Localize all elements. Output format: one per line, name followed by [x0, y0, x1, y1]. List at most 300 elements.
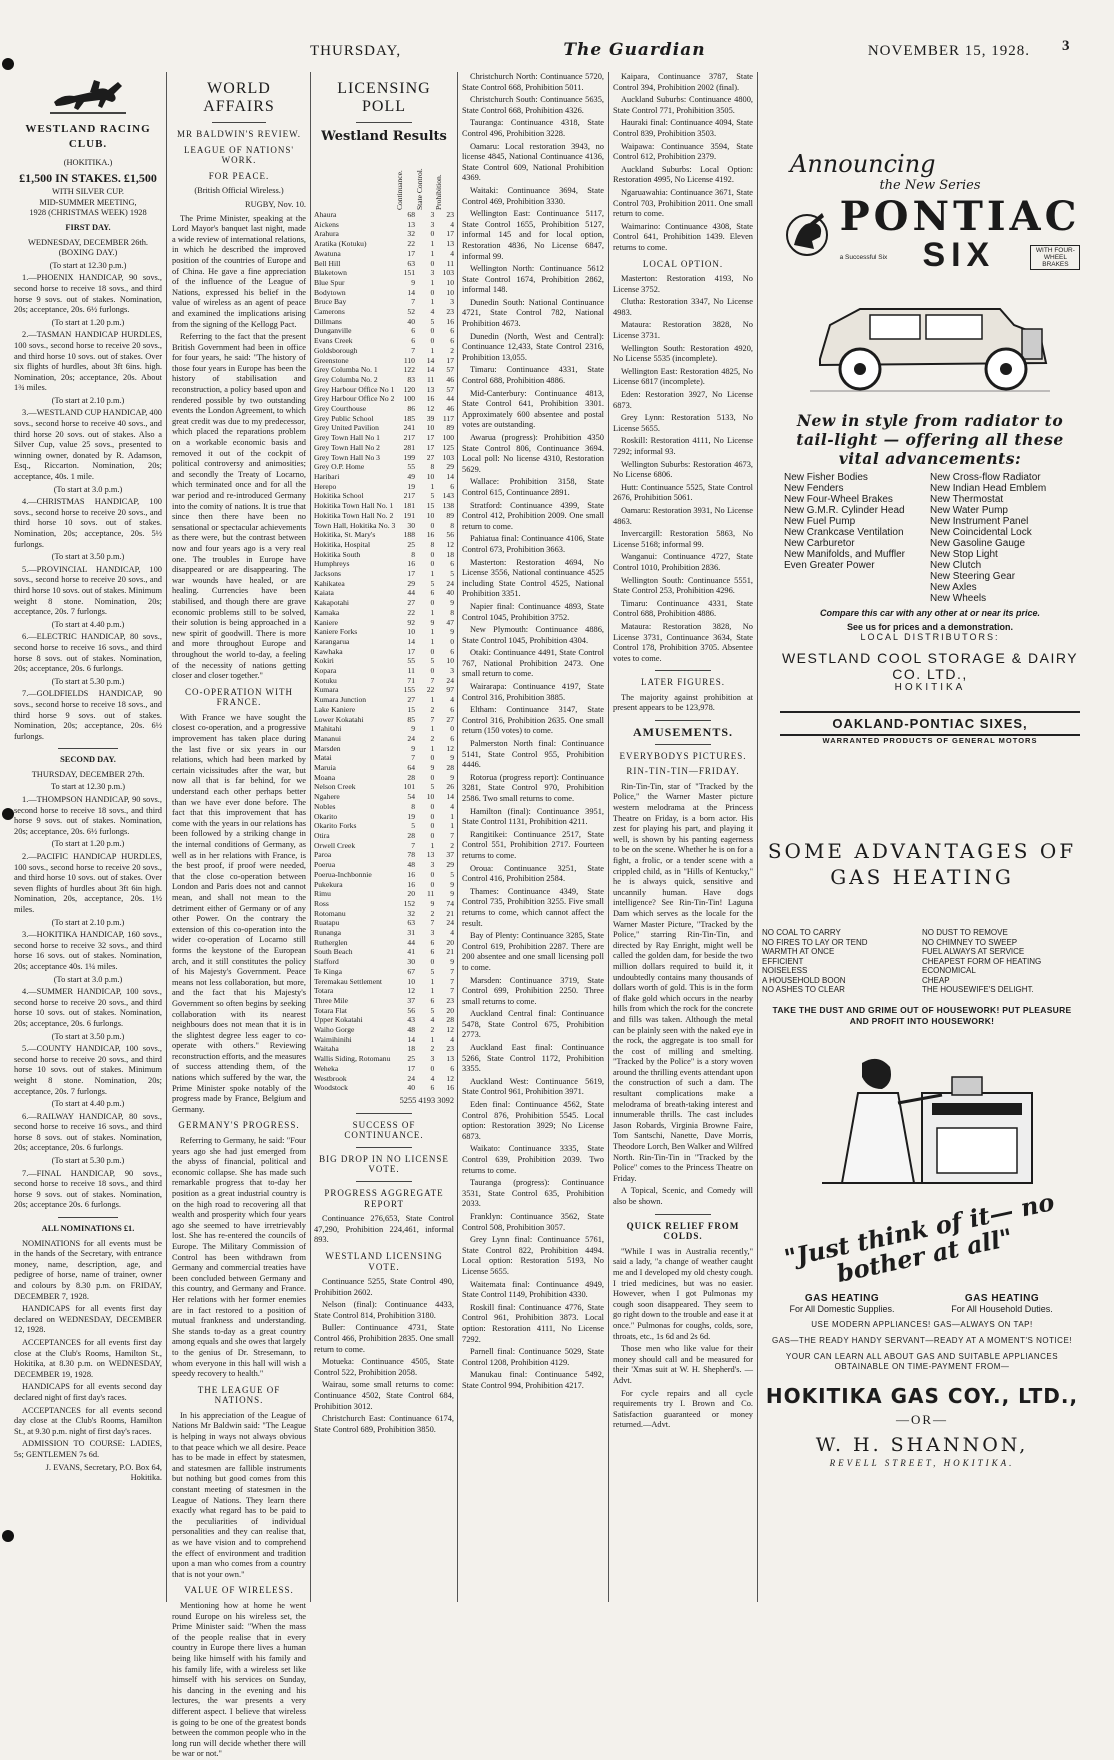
electorate-result: Wellington East: Continuance 5117, State Control 1655, Prohibition 5127, informal 145 and for local option, Restoration 4836, No License 6847, informal 99. [462, 209, 604, 261]
prohibition-votes: 5 [450, 869, 454, 879]
table-row [314, 375, 454, 385]
table-row [314, 986, 454, 996]
gas-advantage: THE HOUSEWIFE'S DELIGHT. [922, 985, 1034, 994]
prohibition-votes: 6 [450, 646, 454, 656]
pontiac-logo-text: PONTIAC [839, 193, 1081, 240]
pontiac-feature: New Fuel Pump [784, 516, 856, 527]
table-row [314, 423, 454, 433]
prohibition-votes: 14 [446, 792, 454, 802]
prohibition-votes: 11 [446, 258, 454, 268]
state-control-votes: 4 [430, 1015, 435, 1025]
polling-booth-name: Totara Flat [314, 1005, 347, 1015]
state-control-votes: 7 [430, 918, 435, 928]
divider [356, 1181, 412, 1182]
polling-booth-name: Maruia [314, 763, 336, 773]
gas-advantage: EFFICIENT [762, 956, 804, 966]
state-control-votes: 1 [430, 986, 435, 996]
prohibition-votes: 12 [446, 1073, 454, 1083]
club-name: WESTLAND RACING CLUB. [25, 123, 151, 150]
table-row [314, 715, 454, 725]
day2-race: 5.—COUNTY HANDICAP, 100 sovs., second horse to receive 20 sovs., and third horse 10 sovs. out of stakes. Minimum weight 8 stone. Nomination, 20s; acceptance, 20s. 7 furlongs. [14, 1044, 162, 1096]
pontiac-feature: New Gasoline Gauge [930, 538, 1026, 549]
continuance-votes: 5 [411, 821, 415, 831]
successful-six-note: a Successful Six [839, 254, 888, 261]
prohibition-votes: 3 [450, 297, 454, 307]
polling-booth-name: Grey Columba No. 2 [314, 374, 378, 384]
prohibition-votes: 4 [450, 928, 454, 938]
state-control-votes: 3 [430, 268, 435, 278]
electorate-result: Parnell final: Continuance 5029, State Control 1208, Prohibition 4129. [462, 1347, 604, 1367]
state-control-votes: 1 [430, 607, 435, 617]
stakes-banner: £1,500 IN STAKES. £1,500 [19, 170, 157, 185]
column-rule [608, 72, 609, 1602]
divider [655, 744, 711, 745]
state-control-votes: 0 [430, 646, 435, 656]
polling-booth-name: Mahitahi [314, 724, 342, 734]
continuance-votes: 92 [407, 617, 415, 627]
continuance-votes: 68 [407, 210, 415, 219]
state-control-votes: 6 [430, 937, 435, 947]
later-figures-heading: LATER FIGURES. [640, 677, 725, 688]
world-affairs-column [172, 72, 306, 1759]
continuance-votes: 48 [407, 860, 415, 870]
prohibition-votes: 6 [450, 481, 454, 491]
divider [356, 122, 412, 123]
wire-source: (British Official Wireless.) [194, 186, 284, 196]
day2-races-list [14, 795, 162, 1211]
pontiac-feature: New Crankcase Ventilation [784, 527, 904, 538]
gas-learn-line: YOUR CAN LEARN ALL ABOUT GAS AND SUITABLE APPLIANCES OBTAINABLE ON TIME-PAYMENT FROM— [785, 1351, 1059, 1371]
state-control-votes: 0 [430, 753, 435, 763]
prohibition-votes: 18 [446, 549, 454, 559]
electorate-result: Mid-Canterbury: Continuance 4813, State Control 641, Prohibition 3301. Approximately 600 absentee and postal votes are outstanding. [462, 388, 604, 430]
state-control-votes: 17 [426, 433, 435, 443]
prohibition-votes: 17 [446, 229, 454, 239]
prohibition-votes: 0 [450, 636, 454, 646]
gas-advantage: ECONOMICAL [922, 966, 976, 975]
polling-booth-name: Aratika (Kotuku) [314, 239, 367, 249]
electorate-result: Auckland East final: Continuance 5266, State Control 1172, Prohibition 3355. [462, 1043, 604, 1074]
table-row [314, 511, 454, 521]
gas-or: —OR— [895, 1411, 949, 1427]
state-control-votes: 6 [430, 995, 435, 1005]
poll-title: LICENSING POLL [337, 80, 431, 115]
westland-heading: WESTLAND LICENSING VOTE. [325, 1250, 443, 1272]
prohibition-votes: 97 [446, 685, 454, 695]
pontiac-feature: New Steering Gear [930, 571, 1016, 582]
continuance-votes: 15 [407, 704, 415, 714]
punch-hole-mark [2, 58, 14, 70]
continuance-votes: 67 [407, 966, 415, 976]
table-row [314, 647, 454, 657]
continuance-votes: 6 [411, 326, 415, 336]
continuance-votes: 7 [411, 753, 415, 763]
continuance-votes: 7 [411, 297, 415, 307]
shepherd-advert: Those men who like value for their money should call and be measured for their 'Xmas suit at W. H. Shepherd's. —Advt. [613, 1344, 753, 1385]
prohibition-votes: 23 [446, 307, 454, 317]
electorate-result: Otaki: Continuance 4491, State Control 767, National Prohibition 2473. One small return to come. [462, 648, 604, 679]
day1-start-time: (To start at 3.50 p.m.) [51, 552, 125, 562]
prohibition-votes: 57 [446, 384, 454, 394]
local-option-result: Mataura: Restoration 3828, No License 3731. [613, 320, 753, 341]
polling-booth-name: Haribari [314, 471, 340, 481]
continuance-votes: 20 [407, 889, 415, 899]
gas-advantage: NO FIRES TO LAY OR TEND [762, 937, 868, 947]
success-heading: SUCCESS OF CONTINUANCE. [344, 1119, 424, 1141]
gas-heating-advertisement [762, 838, 1082, 1608]
table-row [314, 1074, 454, 1084]
continuance-votes: 31 [407, 928, 415, 938]
prohibition-votes: 100 [442, 433, 454, 443]
header-continuance: Continuance. [395, 170, 405, 210]
local-option-result: Clutha: Restoration 3347, No License 4983. [613, 297, 753, 317]
racing-notice: ACCEPTANCES for all events first day close at the Club's Rooms, Hamilton St., Hokitika, at 8.30 p.m. on WEDNESDAY, DECEMBER 19, 1928. [14, 1337, 162, 1379]
electorate-result: Manukau final: Continuance 5492, State Control 994, Prohibition 4217. [462, 1370, 604, 1390]
table-row [314, 598, 454, 608]
divider [58, 748, 117, 749]
table-row [314, 860, 454, 870]
prohibition-votes: 21 [446, 947, 454, 957]
state-control-votes: 0 [430, 821, 435, 831]
table-row [314, 1015, 454, 1025]
prohibition-votes: 7 [450, 986, 454, 996]
table-row [314, 957, 454, 967]
day2-race: 2.—PACIFIC HANDICAP HURDLES, 100 sovs., second horse to receive 20 sovs., and third horse 10 sovs. out of stakes. Over seven flights of hurdles about 3ft 6in high. Nomination, 20s, acceptance, 20s. 1½ miles. [14, 852, 162, 914]
gas-servant-line: GAS—THE READY HANDY SERVANT—READY AT A MOMENT'S NOTICE! [771, 1335, 1073, 1345]
prohibition-votes: 29 [446, 860, 454, 870]
state-control-votes: 0 [430, 811, 435, 821]
continuance-votes: 14 [407, 636, 415, 646]
prohibition-votes: 12 [446, 1025, 454, 1035]
continuance-votes: 52 [407, 307, 415, 317]
prohibition-votes: 6 [450, 1063, 454, 1073]
table-row [314, 763, 454, 773]
polling-booth-name: Blaketown [314, 268, 347, 278]
table-row [314, 744, 454, 754]
state-control-votes: 5 [430, 782, 435, 792]
table-row [314, 841, 454, 851]
pontiac-feature: New Axles [930, 582, 977, 593]
table-row [314, 491, 454, 501]
four-wheel-brakes-note: WITH FOUR-WHEEL BRAKES [1030, 245, 1080, 270]
state-control-votes: 9 [430, 617, 435, 627]
state-control-votes: 0 [430, 336, 435, 346]
gas-col1-heading: GAS HEATING [804, 1292, 880, 1304]
table-row [314, 588, 454, 598]
continuance-votes: 56 [407, 1005, 415, 1015]
continuance-votes: 44 [407, 588, 415, 598]
table-row [314, 414, 454, 424]
silver-cup: WITH SILVER CUP. [51, 187, 125, 197]
dateline: RUGBY, Nov. 10. [245, 199, 306, 209]
electorate-result: Wairau, some small returns to come: Continuance 4502, State Control 684, Prohibition 3012. [314, 1380, 454, 1411]
gas-think-slogan: "Just think of it— no bother at all" [781, 1186, 1057, 1288]
table-row [314, 608, 454, 618]
gas-advantage: CHEAP [922, 975, 950, 985]
divider [212, 122, 266, 123]
divider [58, 1217, 117, 1218]
day2-race: 7.—FINAL HANDICAP, 90 sovs., second horse to receive 18 sovs., and third horse 9 sovs. out of stakes. Nomination, 20s; acceptance 20s. 6 furlongs. [14, 1168, 162, 1210]
new-series-text: the New Series [879, 178, 981, 193]
continuance-votes: 28 [407, 772, 415, 782]
polling-booth-name: Hokitika South [314, 549, 361, 559]
prohibition-votes: 89 [446, 423, 454, 433]
table-row [314, 326, 454, 336]
polling-booth-name: Kamaka [314, 607, 340, 617]
continuance-votes: 29 [407, 578, 415, 588]
electorate-result: Wallace: Prohibition 3158, State Control 615, Continuance 2891. [462, 477, 604, 497]
pontiac-feature: New Clutch [930, 560, 982, 571]
prohibition-votes: 9 [450, 957, 454, 967]
prohibition-votes: 5 [450, 569, 454, 579]
nominations-heading: ALL NOMINATIONS £1. [41, 1224, 135, 1234]
prohibition-votes: 24 [446, 675, 454, 685]
table-row [314, 268, 454, 278]
poll-results-list [314, 1300, 454, 1435]
polling-booth-name: Orwell Creek [314, 840, 356, 850]
state-control-votes: 5 [430, 491, 435, 501]
state-control-votes: 3 [430, 219, 435, 229]
table-row [314, 1044, 454, 1054]
day1-start-time: (To start at 3.0 p.m.) [53, 484, 123, 494]
polling-booth-name: Hokitika, St. Mary's [314, 530, 376, 540]
polling-booth-name: Hokitika Town Hall No. 1 [314, 501, 394, 511]
day1-race: 7.—GOLDFIELDS HANDICAP, 90 sovs., second horse to receive 18 sovs., and third horse 9 sovs. out of stakes. Nomination, 20s; acceptance, 20s. 6½ furlongs. [14, 689, 162, 741]
table-row [314, 501, 454, 511]
continuance-votes: 122 [403, 365, 415, 375]
table-row [314, 977, 454, 987]
gas-col2-heading: GAS HEATING [964, 1292, 1040, 1304]
continuance-votes: 18 [407, 1044, 415, 1054]
state-control-votes: 0 [430, 1063, 435, 1073]
polling-booth-name: Hokitika, Hospital [314, 539, 371, 549]
polling-booth-name: Stafford [314, 957, 339, 967]
table-row [314, 346, 454, 356]
polling-booth-name: Jacksons [314, 569, 341, 579]
polling-booth-name: Poerua-Inchbonnie [314, 869, 372, 879]
pontiac-feature: New Coincidental Lock [930, 527, 1032, 538]
racehorse-icon [48, 72, 128, 116]
continuance-votes: 40 [407, 1083, 415, 1093]
table-row [314, 996, 454, 1006]
continuance-votes: 217 [403, 491, 415, 501]
subhead-league: THE LEAGUE OF NATIONS. [197, 1384, 281, 1406]
polling-booth-name: Kokiri [314, 656, 334, 666]
table-row [314, 259, 454, 269]
electorate-result: Wellington North: Continuance 5612 State Control 1674, Prohibition 2862, informal 148. [462, 264, 604, 295]
pontiac-feature: New Stop Light [930, 549, 998, 560]
prohibition-votes: 138 [442, 501, 454, 511]
state-control-votes: 5 [430, 966, 435, 976]
pontiac-feature: Even Greater Power [784, 560, 875, 571]
prohibition-votes: 7 [450, 966, 454, 976]
divider [655, 720, 711, 721]
table-row [314, 1064, 454, 1074]
polling-booth-name: Bruce Bay [314, 297, 347, 307]
table-row [314, 850, 454, 860]
prohibition-votes: 6 [450, 336, 454, 346]
continuance-votes: 17 [407, 646, 415, 656]
header-state-control: State Control. [414, 168, 424, 210]
state-control-votes: 0 [430, 801, 435, 811]
table-row [314, 249, 454, 259]
article-paragraph: In his appreciation of the League of Nations Mr Baldwin said: "The League is helping in ways not always obvious to that peace which we all desire. Peace has to be made in effect by statesmen, and statesmen are fallible instruments but nothing but good comes from this constant meeting of statesmen in the League of Nations. They learn there exactly what regard has to be paid to the peculiarities of individual personalities and they can realise that, as we have vision and to comprehend the effect of environment and tradition upon a man who comes from a country that is not your own." [172, 1410, 306, 1579]
polling-booth-name: Awatuna [314, 248, 341, 258]
prohibition-votes: 9 [450, 879, 454, 889]
local-option-list [613, 274, 753, 664]
racing-notice: NOMINATIONS for all events must be in the hands of the Secretary, with entrance money, name, description, age, and pedigree of horse, name of trainer, owner and colours by 8.30 p.m. on FRIDAY, DECEMBER 7, 1928. [14, 1238, 162, 1301]
see-us-text: See us for prices and a demonstration. [846, 622, 1014, 632]
polling-booth-name: Paroa [314, 850, 332, 860]
state-control-votes: 7 [430, 714, 435, 724]
electorate-result: Dunedin (North, West and Central): Continuance 12,433, State Control 2316, Prohibition 13,055. [462, 331, 604, 362]
polling-booth-name: Marsden [314, 743, 341, 753]
prohibition-votes: 57 [446, 365, 454, 375]
state-control-votes: 13 [426, 850, 435, 860]
state-control-votes: 0 [430, 879, 435, 889]
polling-booth-name: Bodytown [314, 287, 346, 297]
polling-booth-name: Grey Town Hall No 2 [314, 442, 380, 452]
state-control-votes: 10 [426, 471, 435, 481]
state-control-votes: 2 [430, 908, 435, 918]
polling-booth-name: Grey Courthouse [314, 404, 367, 414]
table-row [314, 404, 454, 414]
state-control-votes: 1 [430, 239, 435, 249]
prohibition-votes: 37 [446, 850, 454, 860]
polling-booth-name: Kakapotahi [314, 598, 350, 608]
table-row [314, 1083, 454, 1093]
polling-booth-name: Totara [314, 986, 334, 996]
table-row [314, 812, 454, 822]
state-control-votes: 1 [430, 569, 435, 579]
prohibition-votes: 125 [442, 442, 454, 452]
gas-advantage: NO CHIMNEY TO SWEEP [922, 937, 1018, 947]
electorate-result: Oamaru: Local restoration 3943, no license 4845, National Continuance 4136, State Control 609, National Prohibition 4369. [462, 141, 604, 183]
later-figures-text: The majority against prohibition at present appears to be 123,978. [613, 692, 753, 713]
divider [655, 670, 711, 671]
state-control-votes: 1 [430, 345, 435, 355]
table-row [314, 870, 454, 880]
table-row [314, 792, 454, 802]
electorate-result: Masterton: Restoration 4694, No License 3556, National continuance 4525 including State Control 4525, National Prohibition 3351. [462, 557, 604, 599]
state-control-votes: 2 [430, 704, 435, 714]
electorate-result: Waitaki: Continuance 3694, State Control 469, Prohibition 3330. [462, 185, 604, 206]
continuance-votes: 110 [403, 355, 415, 365]
continuance-votes: 17 [407, 248, 415, 258]
polling-booth-name: Teremakau Settlement [314, 976, 382, 986]
polling-booth-name: Blue Spur [314, 277, 345, 287]
prohibition-votes: 44 [446, 394, 454, 404]
film-title: RIN-TIN-TIN—FRIDAY. [626, 766, 740, 777]
gas-advantage: CHEAPEST FORM OF HEATING [922, 956, 1042, 966]
electorate-result: Tauranga (progress): Continuance 3531, State Control 635, Prohibition 2033. [462, 1178, 604, 1209]
continuance-votes: 27 [407, 598, 415, 608]
table-row [314, 821, 454, 831]
state-control-votes: 3 [430, 1054, 435, 1064]
electorate-result: Franklyn: Continuance 3562, State Control 508, Prohibition 3057. [462, 1211, 604, 1232]
day1-start: (To start at 12.30 p.m.) [49, 260, 127, 270]
westland-text: Continuance 5255, State Control 490, Prohibition 2602. [314, 1277, 454, 1297]
electorate-result: Wairarapa: Continuance 4197, State Control 316, Prohibition 3885. [462, 682, 604, 702]
prohibition-votes: 10 [446, 277, 454, 287]
continuance-votes: 17 [407, 569, 415, 579]
column-rule [310, 72, 311, 1602]
continuance-votes: 16 [407, 559, 415, 569]
state-control-votes: 7 [430, 675, 435, 685]
polling-booth-name: Ruatapu [314, 918, 340, 928]
continuance-votes: 27 [407, 695, 415, 705]
polling-booth-name: Kumara [314, 685, 339, 695]
electorate-result: Awarua (progress): Prohibition 4350 State Control 806, Continuance 3694. Local poll: No license 4310, Restoration 5629. [462, 433, 604, 474]
electorate-result: Thames: Continuance 4349, State Control 735, Prohibition 3255. Five small returns to come, which cannot affect the result. [462, 886, 604, 928]
state-control-votes: 5 [430, 1005, 435, 1015]
prohibition-votes: 4 [450, 219, 454, 229]
electorate-result: Marsden: Continuance 3719, State Control 699, Prohibition 2250. Three small returns to come. [462, 975, 604, 1006]
state-control-votes: 27 [426, 452, 435, 462]
continuance-votes: 78 [407, 850, 415, 860]
polling-booth-name: Waimihinihi [314, 1034, 352, 1044]
compare-text: Compare this car with any other at or near its price. [819, 608, 1041, 618]
state-control-votes: 1 [430, 297, 435, 307]
table-row [314, 297, 454, 307]
continuance-votes: 16 [407, 879, 415, 889]
state-control-votes: 0 [430, 957, 435, 967]
world-affairs-sub3: FOR PEACE. [208, 170, 270, 181]
continuance-votes: 13 [407, 219, 415, 229]
prohibition-votes: 89 [446, 510, 454, 520]
table-row [314, 288, 454, 298]
brown-advert: For cycle repairs and all cycle requirements try I. Brown and Co. Satisfaction guaranteed or money returned.—Advt. [613, 1388, 753, 1430]
continuance-votes: 19 [407, 481, 415, 491]
state-control-votes: 2 [430, 1044, 435, 1054]
continuance-votes: 281 [403, 442, 415, 452]
table-row [314, 889, 454, 899]
local-option-result: Masterton: Restoration 4193, No License 3752. [613, 274, 753, 294]
prohibition-votes: 9 [450, 889, 454, 899]
day2-race: 6.—RAILWAY HANDICAP, 80 sovs., second horse to receive 16 sovs., and third horse 8 sovs. out of stakes. Nomination, 20s; acceptance, 20s. 6 furlongs. [14, 1111, 162, 1153]
polling-booth-name: Lower Kokatahi [314, 714, 364, 724]
pontiac-feature: New Manifolds, and Muffler [784, 549, 905, 560]
table-row [314, 530, 454, 540]
gas-take-slogan: TAKE THE DUST AND GRIME OUT OF HOUSEWORK! PUT PLEASURE AND PROFIT INTO HOUSEWORK! [772, 1004, 1072, 1026]
state-control-votes: 0 [430, 326, 435, 336]
state-control-votes: 2 [430, 733, 435, 743]
polling-booth-name: Karangarua [314, 636, 350, 646]
pontiac-feature: New Carburetor [784, 538, 855, 549]
state-control-votes: 8 [430, 462, 435, 472]
pontiac-feature [784, 582, 930, 593]
state-control-votes: 16 [426, 530, 435, 540]
poll-totals: 5255 4193 3092 [399, 1095, 454, 1105]
table-row [314, 909, 454, 919]
state-control-votes: 3 [430, 928, 435, 938]
prohibition-votes: 10 [446, 656, 454, 666]
prohibition-votes: 10 [446, 287, 454, 297]
electorate-result: Christchurch South: Continuance 5635, State Control 668, Prohibition 4326. [462, 95, 604, 115]
state-control-votes: 0 [430, 229, 435, 239]
electorate-result: Eltham: Continuance 3147, State Control 316, Prohibition 2635. One small return (150 votes) to come. [462, 705, 604, 736]
returns-column-b [613, 72, 753, 1612]
continuance-votes: 30 [407, 957, 415, 967]
table-row [314, 802, 454, 812]
state-control-votes: 4 [430, 307, 435, 317]
prohibition-votes: 16 [446, 316, 454, 326]
state-control-votes: 1 [430, 724, 435, 734]
divider [356, 1113, 412, 1114]
prohibition-votes: 9 [450, 627, 454, 637]
table-row [314, 472, 454, 482]
table-row [314, 559, 454, 569]
